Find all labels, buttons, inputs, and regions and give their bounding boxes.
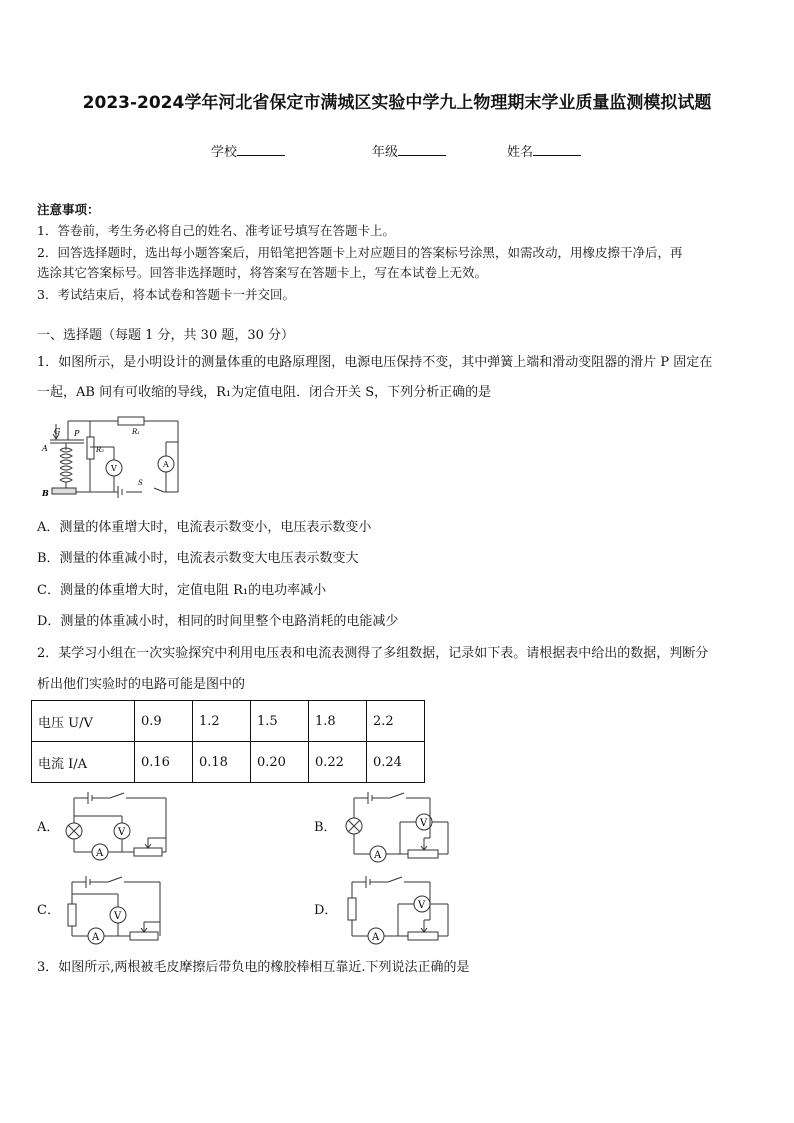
q2-circuit-d [338,870,456,950]
q1-label-s: S [138,479,143,487]
q2-data-table [31,700,425,783]
q1-meter-v: V [111,464,117,473]
table-row [32,742,425,783]
school-field [211,141,285,160]
meter-v: V [420,818,428,829]
q2-option-d-label: D． [314,903,338,918]
q2-stem-line1: 2．某学习小组在一次实验探究中利用电压表和电流表测得了多组数据，记录如下表。请根据表中给出的数据，判断分 [37,646,709,661]
table-cell: 1.5 [251,701,309,742]
row-header-current: 电流 I/A [32,742,135,783]
q2-stem-line2: 析出他们实验时的电路可能是图中的 [37,677,246,692]
table-cell: 0.22 [309,742,367,783]
table-cell: 0.18 [193,742,251,783]
q1-stem-line1: 1．如图所示，是小明设计的测量体重的电路原理图，电源电压保持不变，其中弹簧上端和滑动变阻器的滑片 P 固定在 [37,355,713,370]
table-cell: 0.24 [367,742,425,783]
meter-a: A [96,848,104,859]
school-label: 学校 [211,145,238,160]
q1-option-a: A．测量的体重增大时，电流表示数变小，电压表示数变小 [37,520,372,535]
row-header-voltage: 电压 U/V [32,701,135,742]
q1-meter-a: A [163,460,169,469]
q1-stem-line2: 一起，AB 间有可收缩的导线，R₁为定值电阻．闭合开关 S，下列分析正确的是 [37,385,492,400]
notice-item-1: 1．答卷前，考生务必将自己的姓名、准考证号填写在答题卡上。 [37,223,395,238]
q1-label-r2: R₂ [96,446,105,454]
q1-label-b: B [42,488,49,498]
grade-label: 年级 [372,145,399,160]
school-blank [237,143,285,156]
name-blank [533,143,581,156]
q1-label-r1: R₁ [132,428,141,436]
notice-item-3: 3．考试结束后，将本试卷和答题卡一并交回。 [37,287,295,302]
table-cell: 0.16 [135,742,193,783]
notice-item-2a: 2．回答选择题时，选出每小题答案后，用铅笔把答题卡上对应题目的答案标号涂黑，如需改动，用橡皮擦干净后，再 [37,245,683,260]
table-cell: 0.9 [135,701,193,742]
table-cell: 1.2 [193,701,251,742]
q2-option-a-label: A． [37,820,60,835]
q3-stem: 3．如图所示,两根被毛皮摩擦后带负电的橡胶棒相互靠近.下列说法正确的是 [37,960,470,975]
q2-circuit-b [338,786,456,866]
meter-a: A [92,932,100,943]
q1-label-a: A [42,444,48,453]
q1-label-g: G [54,427,61,436]
q2-option-b-label: B． [314,820,337,835]
q2-option-c-label: C． [37,903,60,918]
meter-a: A [374,850,382,861]
q2-circuit-c [60,870,170,950]
table-cell: 1.8 [309,701,367,742]
q2-circuit-a [60,786,170,862]
q1-option-b: B．测量的体重减小时，电流表示数变大电压表示数变大 [37,551,359,566]
name-label: 姓名 [507,145,534,160]
table-row [32,701,425,742]
meter-v: V [418,900,426,911]
q1-label-p: P [74,429,80,438]
meter-a: A [372,932,380,943]
q1-circuit-diagram [30,412,190,504]
grade-blank [398,143,446,156]
q1-option-c: C．测量的体重增大时，定值电阻 R₁的电功率减小 [37,583,327,598]
name-field [507,141,581,160]
table-cell: 2.2 [367,701,425,742]
notice-heading: 注意事项： [37,202,100,217]
table-cell: 0.20 [251,742,309,783]
meter-v: V [114,911,122,922]
notice-item-2b: 选涂其它答案标号。回答非选择题时，将答案写在答题卡上，写在本试卷上无效。 [37,265,488,280]
page-title: 2023-2024学年河北省保定市满城区实验中学九上物理期末学业质量监测模拟试题 [82,93,712,113]
section-heading: 一、选择题（每题 1 分，共 30 题，30 分） [37,328,295,343]
meter-v: V [118,827,126,838]
grade-field [372,141,446,160]
q1-option-d: D．测量的体重减小时，相同的时间里整个电路消耗的电能减少 [37,614,399,629]
